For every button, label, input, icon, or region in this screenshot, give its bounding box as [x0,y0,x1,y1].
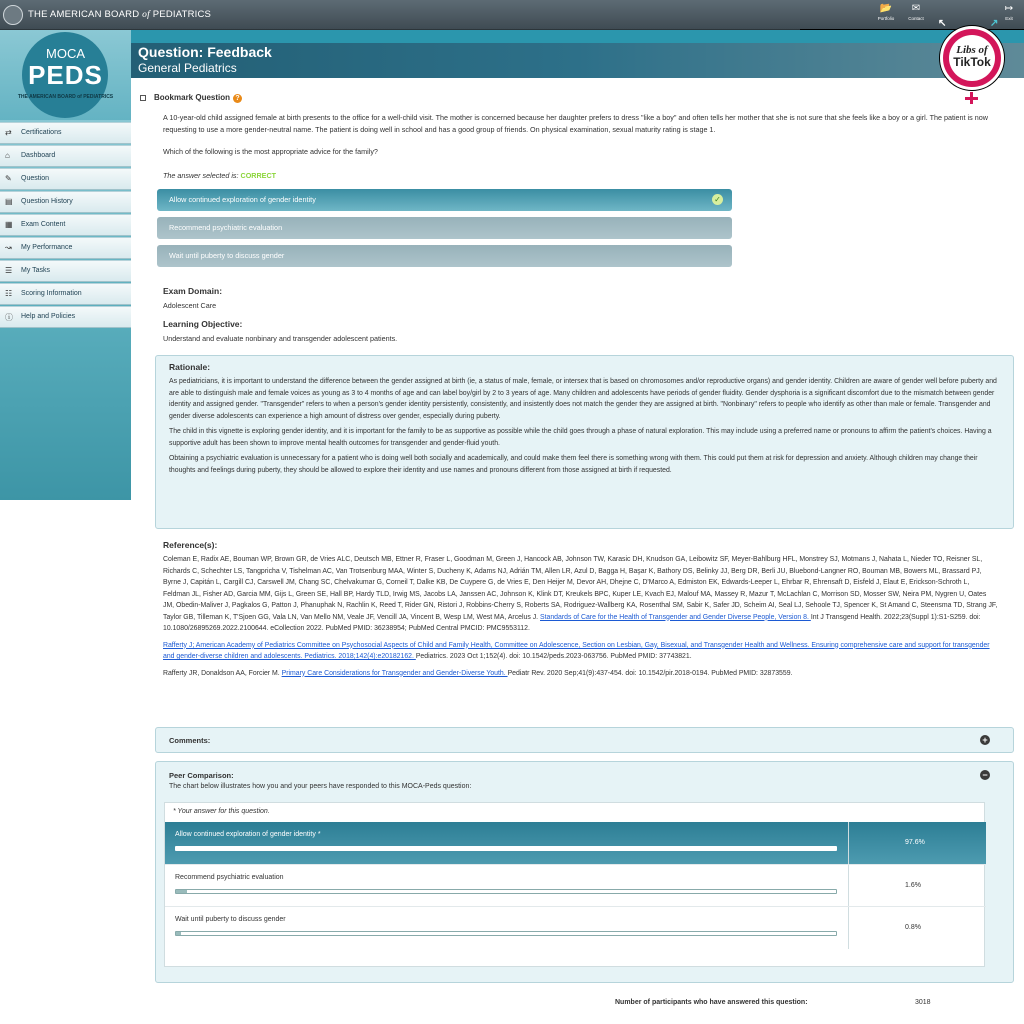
logo-abp-text: THE AMERICAN BOARD of PEDIATRICS [17,94,114,100]
folder-icon: 📂 [879,3,893,14]
plus-icon[interactable]: + [980,735,990,745]
peer-progress-track [175,846,837,851]
logo-moca-text: MOCA [46,46,85,61]
peer-row-label: Recommend psychiatric evaluation [175,874,284,881]
peer-row [165,906,986,948]
divider [848,822,849,864]
divider [848,865,849,907]
answer-option[interactable]: Wait until puberty to discuss gender [157,245,732,267]
rationale-paragraph: As pediatricians, it is important to understand the difference between the gender assigned at birth (ie, a status of male, female, or intersex that is based on chromosomes and/or reproductive organs) and gender identity. Children are aware of gender well before puberty and are able to distinguish male and female voices as young as 3 to 4 months of age and can label boy/girl by 2 to 3 years of age. Many children and adolescents have periods of gender fluidity. Gender dysphoria is a significant discomfort due to the mismatch between gender identity and assigned gender. "Transgender" refers to when a person's gender identity persistently, consistently, and insistently does not match the gender they are assigned at birth. "Nonbinary" refers to people who identify as other than male or female. Transgender and gender diverse adolescents can experience a high amount of distress over gender, especially during puberty. [169,378,997,420]
sidebar-item-exam-content[interactable]: ▦ Exam Content [0,214,131,236]
edit-icon: ✎ [5,174,12,183]
help-icon[interactable]: ? [233,94,242,103]
exit-icon: ↦ [1004,3,1014,14]
watermark-circle [940,26,1004,90]
book-icon: ▦ [5,220,13,229]
sidebar-item-my-performance[interactable]: ↝ My Performance [0,237,131,259]
peer-row [165,864,986,906]
moca-peds-logo[interactable] [0,30,131,120]
learning-objective-label: Learning Objective: [163,319,243,329]
peer-comparison-chart [164,802,985,1006]
rationale-label: Rationale: [169,362,211,372]
exam-domain-value: Adolescent Care [163,301,217,310]
history-icon: ▤ [5,197,13,206]
page-subtitle: General Pediatrics [138,61,237,75]
peer-row-percent: 0.8% [905,924,921,931]
rationale-paragraph: Obtaining a psychiatric evaluation is unnecessary for a patient who is doing well both socially and academically, and could make them feel there is something wrong with them. This could put them at risk for depression and anxiety. Although children may change their thoughts and feelings during puberty, they should be allowed to explore their identity and use names and pronouns different from those assigned at birth if requested. [169,455,978,474]
exam-domain-label: Exam Domain: [163,286,223,296]
arrows-icon: ⇄ [5,128,12,137]
answer-status-badge: CORRECT [240,171,277,180]
learning-objective-value: Understand and evaluate nonbinary and transgender adolescent patients. [163,334,398,343]
reference-link[interactable]: Primary Care Considerations for Transgender and Gender-Diverse Youth. [281,669,508,677]
comments-panel[interactable] [155,727,1014,753]
tasks-icon: ☰ [5,266,13,275]
references-label: Reference(s): [163,540,218,550]
peer-row [165,822,986,864]
watermark-text-line2: TikTok [953,55,991,69]
reference-item: Coleman E, Radix AE, Bouman WP, Brown GR, de Vries ALC, Deutsch MB, Ettner R, Fraser L, Goodman M, Green J, Hancock AB, Johnson TW, Karasic DH, Knudson GA, Leibowitz SF, Meyer-Bahlburg HFL, Monstrey SJ, Motmans J, Nahata L, Nieder TO, Reisner SL, Richards C, Schechter LS, Tangpricha V, Tishelman AC, Van Trotsenburg MAA, Winter S, Ducheny K, Adams NJ, Adrián TM, Allen LR, Azul D, Bagga H, Başar K, Bathory DS, Belinky JJ, Berg DR, Berli JU, Bluebond-Langner RO, Bouman MB, Bowers ML, Brassard PJ, Byrne J, Capitán L, Cargill CJ, Carswell JM, Chang SC, Chelvakumar G, Corneil T, Dalke KB, De Cuypere G, de Vries E, Den Heijer M, Devor AH, Dhejne C, D'Marco A, Edmiston EK, Edwards-Leeper L, Ehrbar R, Ehrensaft D, Eisfeld J, Elaut E, Erickson-Schroth L, Feldman JL, Fisher AD, Garcia MM, Gijs L, Green SE, Hall BP, Hardy TLD, Irwig MS, Jacobs LA, Janssen AC, Johnson K, Klink DT, Kreukels BPC, Kuper LE, Kvach EJ, Malouf MA, Massey R, Mazur T, McLachlan C, Morrison SD, Mosser SW, Neira PM, Nygren U, Oates JM, Obedin-Maliver J, Pagkalos G, Patton J, Phanuphak N, Rachlin K, Reed T, Rider GN, Ristori J, Robbins-Cherry S, Roberts SA, Rodriguez-Wallberg KA, Rosenthal SM, Sabir K, Safer JD, Scheim AI, Seal LJ, Sehoole TJ, Spencer K, St Amand C, Steensma TD, Strang JF, Taylor GB, Tilleman K, T'Sjoen GG, Vala LN, Van Mello NM, Veale JF, Vencill JA, Vincent B, Wesp LM, West MA, Arcelus J. Standards of Care for the Health of Transgender and Gender Diverse People, Version 8. Int J Transgend Health. 2022;23(Suppl 1):S1-S259. doi: 10.1080/26895269.2022.2100644. eCollection 2022. PubMed PMID: 36238954; PubMed Central PMCID: PMC9553112. [163,556,998,632]
venus-bar [965,97,978,100]
sidebar-item-my-tasks[interactable]: ☰ My Tasks [0,260,131,282]
bookmark-checkbox[interactable] [140,95,146,101]
help-icon: ⓘ [5,313,13,322]
peer-progress-track [175,931,837,936]
answer-option[interactable]: Allow continued exploration of gender identity ✓ [157,189,732,211]
portfolio-button[interactable]: 📂 Portfolio [871,3,901,27]
answer-selected: The answer selected is: CORRECT [163,171,277,180]
logo-peds-text: PEDS [28,60,103,90]
check-icon: ✓ [712,194,723,205]
home-icon: ⌂ [5,151,10,160]
sidebar [0,30,131,500]
sidebar-item-scoring-information[interactable]: ☷ Scoring Information [0,283,131,305]
libs-of-tiktok-watermark [936,18,1008,100]
scoring-icon: ☷ [5,289,13,298]
bookmark-question[interactable] [140,93,242,103]
peer-progress-fill [176,890,187,893]
comments-label: Comments: [169,736,211,745]
header-stripe [131,30,1024,43]
peer-progress-track [175,889,837,894]
bookmark-label: Bookmark Question [154,93,231,102]
sidebar-item-dashboard[interactable]: ⌂ Dashboard [0,145,131,167]
question-prompt: Which of the following is the most appropriate advice for the family? [163,147,378,156]
page-header [131,30,1024,78]
peer-row-percent: 97.6% [905,839,925,846]
peer-comparison-label: Peer Comparison: [169,771,234,780]
peer-note: * Your answer for this question. [173,808,270,815]
peer-row-label: Allow continued exploration of gender identity * [175,831,321,838]
participants-label: Number of participants who have answered this question: [615,999,808,1006]
peer-progress-fill [176,847,820,850]
question-stem: A 10-year-old child assigned female at birth presents to the office for a well-child visit. The mother is concerned because her daughter prefers to dress "like a boy" and often tells her mother that she is not sure that she feels like a boy or a girl. The patient is now requesting to use a more gender-neutral name. The patient is doing well in school and has a good group of friends. On physical examination, sexual maturity rating is stage 1. [163,113,988,134]
sidebar-item-help-and-policies[interactable]: ⓘ Help and Policies [0,306,131,328]
arrow-icon: ↖ [938,18,947,29]
brand-name: THE AMERICAN BOARD of PEDIATRICS [28,9,212,20]
top-bar [0,0,1024,30]
peer-comparison-panel [155,761,1014,1006]
peer-progress-fill [176,932,181,935]
sidebar-item-question-history[interactable]: ▤ Question History [0,191,131,213]
watermark-inner [949,35,995,81]
references-list [163,554,998,684]
sidebar-item-question[interactable]: ✎ Question [0,168,131,190]
divider [848,907,849,949]
peer-comparison-description: The chart below illustrates how you and your peers have responded to this MOCA-Peds question: [169,783,472,790]
chart-icon: ↝ [5,243,12,252]
reference-link[interactable]: Standards of Care for the Health of Transgender and Gender Diverse People, Version 8. [540,613,811,621]
reference-item: Rafferty J; American Academy of Pediatrics Committee on Psychosocial Aspects of Child and Family Health, Committee on Adolescence, Section on Lesbian, Gay, Bisexual, and Transgender Health and Wellness. Ensuring comprehensive care and support for transgender and gender-diverse children and adolescents. Pediatrics. 2018;142(4):e20182162. Pediatrics. 2023 Oct 1;152(4). doi: 10.1542/peds.2023-063756. PubMed PMID: 37743821. [163,641,990,660]
rationale-paragraph: The child in this vignette is exploring gender identity, and it is important for the family to be as supportive as possible while the child goes through a phase of natural exploration. This may include using a preferred name or pronouns to affirm the patient's choices. Having a supportive adult has been shown to improve mental health outcomes for transgender and gender-fluid youth. [169,428,992,447]
reference-item: Rafferty JR, Donaldson AA, Forcier M. Primary Care Considerations for Transgender and Gender-Diverse Youth. Pediatr Rev. 2020 Sep;41(9):437-454. doi: 10.1542/pir.2018-0194. PubMed PMID: 32873559. [163,669,793,677]
arrow-icon: ↗ [990,18,999,29]
exit-button[interactable]: ↦ Exit [994,3,1024,27]
rationale-panel [155,355,1014,529]
peer-row-percent: 1.6% [905,882,921,889]
answer-option[interactable]: Recommend psychiatric evaluation [157,217,732,239]
contact-button[interactable]: ✉ Contact [901,3,931,27]
watermark-text-line1: Libs of [956,44,988,56]
participants-count: 3018 [915,999,931,1006]
reference-link[interactable]: Rafferty J; American Academy of Pediatrics Committee on Psychosocial Aspects of Child and Family Health, Committee on Adolescence, Section on Lesbian, Gay, Bisexual, and Transgender Health and Wellness. Ensuring comprehensive care and support for transgender and gender-diverse children and adolescents. Pediatrics. 2018;142(4):e20182162. [163,641,990,660]
sidebar-item-certifications[interactable]: ⇄ Certifications [0,122,131,144]
peer-row-label: Wait until puberty to discuss gender [175,916,286,923]
abp-seal-icon [3,5,23,25]
minus-icon[interactable]: − [980,770,990,780]
envelope-icon: ✉ [911,3,921,14]
page-title: Question: Feedback [138,44,272,60]
